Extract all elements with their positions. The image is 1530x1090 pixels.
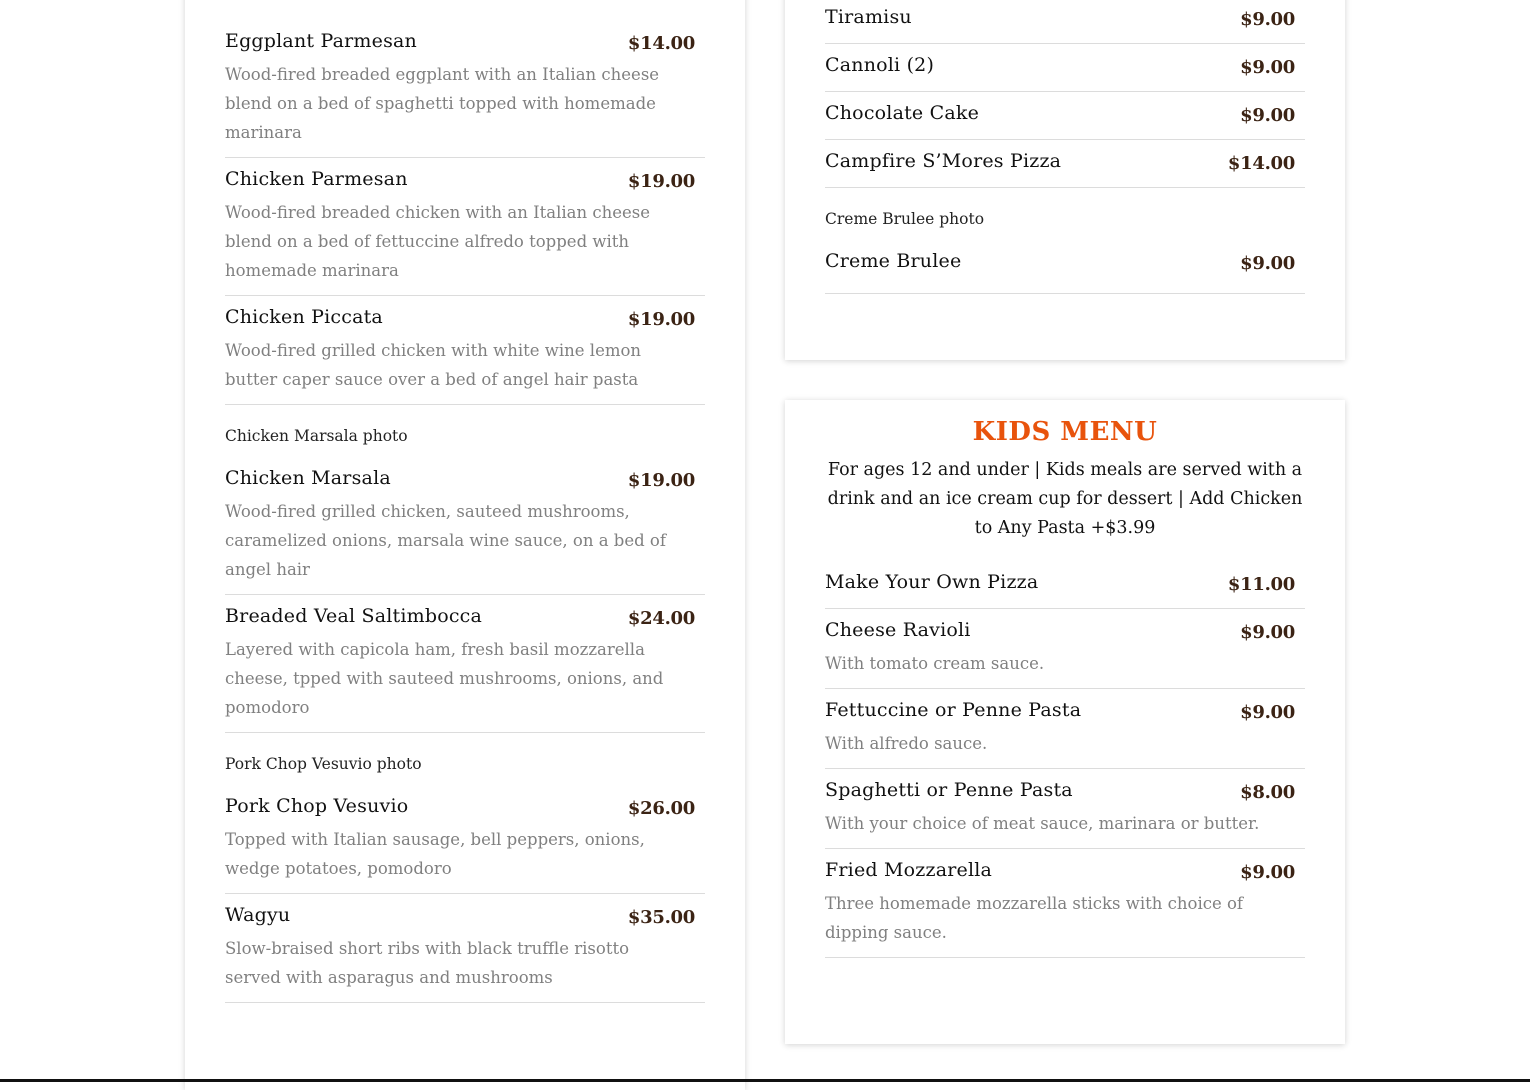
menu-item: [225, 595, 705, 733]
menu-item: [825, 0, 1305, 44]
item-description: Wood-fired breaded chicken with an Italian cheese blend on a bed of fettuccine alfredo topped with homemade marinara: [225, 203, 651, 280]
menu-item: [825, 769, 1305, 849]
menu-item: [825, 689, 1305, 769]
entrees-card: [185, 0, 745, 1090]
item-name: Cheese Ravioli: [825, 619, 971, 641]
item-name: Wagyu: [225, 904, 291, 926]
item-name: Breaded Veal Saltimbocca: [225, 605, 483, 627]
menu-item: [225, 158, 705, 296]
item-price: $24.00: [627, 608, 695, 629]
item-name: Tiramisu: [825, 6, 912, 28]
item-photo: Creme Brulee photo: [825, 210, 985, 228]
item-price: $19.00: [627, 470, 695, 491]
menu-item: [825, 849, 1305, 958]
item-photo: Pork Chop Vesuvio photo: [225, 755, 422, 773]
kids-menu-card: [785, 400, 1345, 1044]
item-photo: Chicken Marsala photo: [225, 427, 408, 445]
item-name: Campfire S’Mores Pizza: [825, 150, 1062, 172]
item-name: Chicken Marsala: [225, 467, 391, 489]
item-name: Make Your Own Pizza: [825, 571, 1039, 593]
menu-item: [825, 92, 1305, 140]
kids-menu-subtitle: For ages 12 and under | Kids meals are served with a drink and an ice cream cup for dessert | Add Chicken to Any Pasta +$3.99: [827, 460, 1303, 538]
menu-item: [225, 733, 705, 894]
item-name: Cannoli (2): [825, 54, 935, 76]
item-name: Chicken Parmesan: [225, 168, 408, 190]
item-name: Creme Brulee: [825, 250, 962, 272]
item-description: Topped with Italian sausage, bell peppers, onions, wedge potatoes, pomodoro: [225, 830, 645, 878]
item-name: Chicken Piccata: [225, 306, 383, 328]
menu-item: [825, 188, 1305, 294]
item-price: $9.00: [1240, 622, 1295, 643]
item-price: $9.00: [1240, 862, 1295, 883]
item-name: Spaghetti or Penne Pasta: [825, 779, 1073, 801]
item-price: $9.00: [1240, 702, 1295, 723]
item-price: $19.00: [627, 171, 695, 192]
item-description: With tomato cream sauce.: [825, 654, 1045, 673]
item-price: $9.00: [1240, 105, 1295, 126]
kids-menu-title: KIDS MENU: [972, 417, 1158, 447]
item-price: $35.00: [627, 907, 695, 928]
menu-item: [825, 44, 1305, 92]
item-description: Wood-fired grilled chicken with white wine lemon butter caper sauce over a bed of angel hair pasta: [225, 341, 642, 389]
item-description: Layered with capicola ham, fresh basil mozzarella cheese, tpped with sauteed mushrooms, onions, and pomodoro: [225, 640, 664, 717]
menu-item: [225, 20, 705, 158]
item-description: Three homemade mozzarella sticks with choice of dipping sauce.: [825, 894, 1244, 942]
item-price: $9.00: [1240, 9, 1295, 30]
item-price: $14.00: [1227, 153, 1295, 174]
menu-item: [225, 894, 705, 1003]
item-price: $11.00: [1227, 574, 1295, 595]
item-description: Slow-braised short ribs with black truffle risotto served with asparagus and mushrooms: [225, 939, 630, 987]
desserts-card: [785, 0, 1345, 360]
item-description: Wood-fired grilled chicken, sauteed mushrooms, caramelized onions, marsala wine sauce, on a bed of angel hair: [225, 502, 666, 579]
item-description: Wood-fired breaded eggplant with an Italian cheese blend on a bed of spaghetti topped with homemade marinara: [225, 65, 660, 142]
menu-item: [225, 296, 705, 405]
item-price: $9.00: [1240, 253, 1295, 274]
item-description: With your choice of meat sauce, marinara or butter.: [825, 814, 1260, 833]
menu-item: [825, 609, 1305, 689]
menu-item: [825, 561, 1305, 609]
item-price: $19.00: [627, 309, 695, 330]
item-price: $14.00: [627, 33, 695, 54]
item-name: Fried Mozzarella: [825, 859, 993, 881]
item-price: $8.00: [1240, 782, 1295, 803]
item-price: $9.00: [1240, 57, 1295, 78]
item-description: With alfredo sauce.: [825, 734, 988, 753]
item-name: Pork Chop Vesuvio: [225, 795, 409, 817]
item-name: Chocolate Cake: [825, 102, 980, 124]
menu-item: [225, 405, 705, 595]
menu-item: [825, 140, 1305, 188]
item-name: Fettuccine or Penne Pasta: [825, 699, 1082, 721]
item-name: Eggplant Parmesan: [225, 30, 417, 52]
item-price: $26.00: [627, 798, 695, 819]
